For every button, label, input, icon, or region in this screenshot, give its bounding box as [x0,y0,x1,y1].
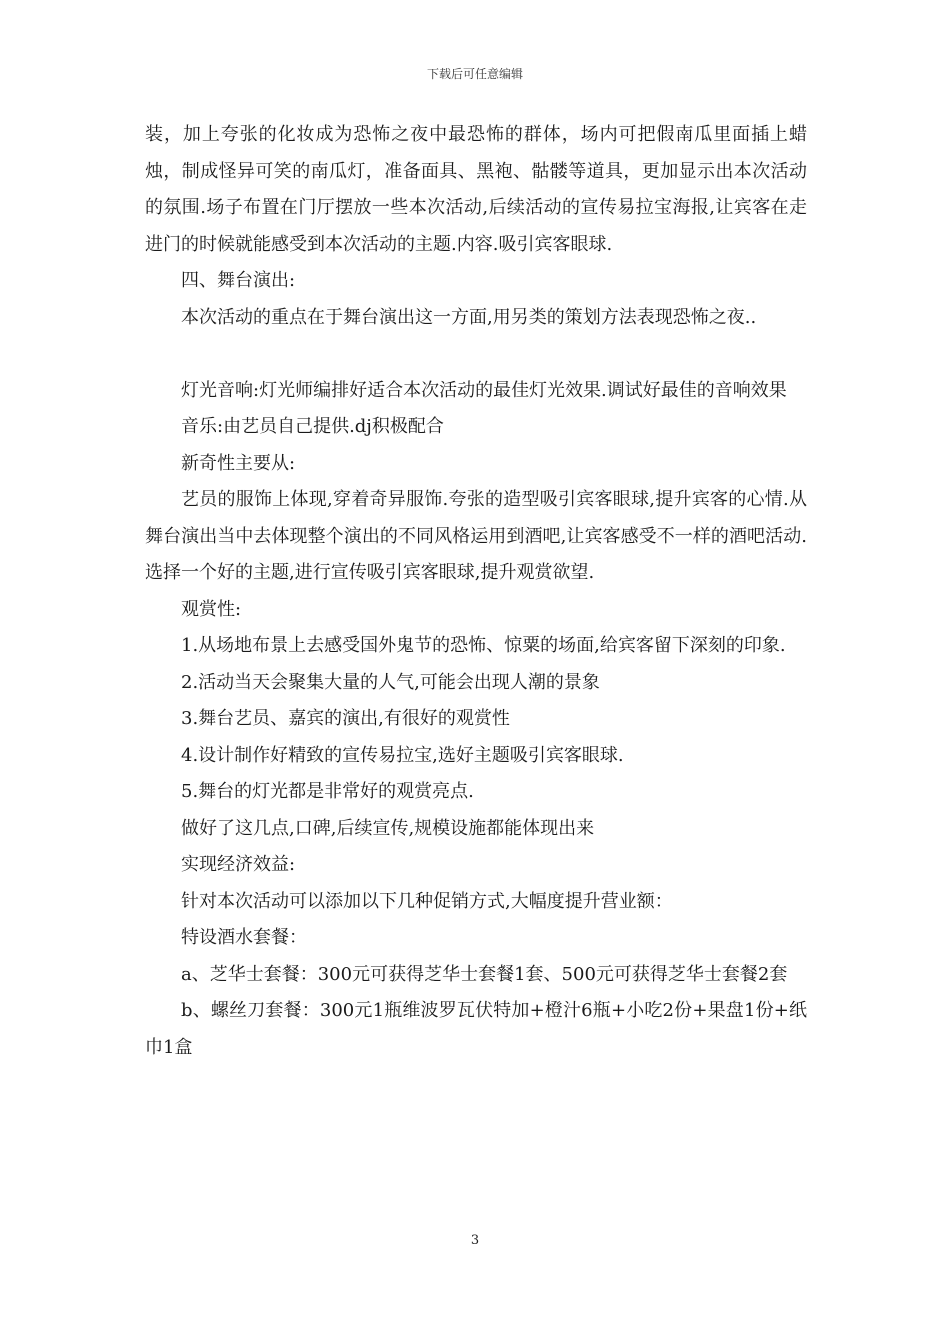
body-paragraph: 1.从场地布景上去感受国外鬼节的恐怖、惊粟的场面,给宾客留下深刻的印象. [181,635,786,656]
body-paragraph: 3.舞台艺员、嘉宾的演出,有很好的观赏性 [181,708,510,729]
body-paragraph: 新奇性主要从: [181,452,296,474]
body-paragraph: 5.舞台的灯光都是非常好的观赏亮点. [181,781,474,802]
document-body [145,117,807,1066]
body-paragraph: 装，加上夸张的化妆成为恐怖之夜中最恐怖的群体，场内可把假南瓜里面插上蜡烛，制成怪异可笑的南瓜灯，准备面具、黑袍、骷髅等道具，更加显示出本次活动的氛围.场子布置在门厅摆放一些本次活动,后续活动的宣传易拉宝海报,让宾客在走进门的时候就能感受到本次活动的主题.内容.吸引宾客眼球. [145,124,807,255]
body-paragraph: 针对本次活动可以添加以下几种促销方式,大幅度提升营业额： [181,890,673,912]
body-paragraph: 2.活动当天会聚集大量的人气,可能会出现人潮的景象 [181,671,600,693]
body-paragraph: 4.设计制作好精致的宣传易拉宝,选好主题吸引宾客眼球. [181,744,624,766]
page-number: 3 [470,1233,480,1248]
body-paragraph: 音乐:由艺员自己提供.dj积极配合 [181,416,444,437]
page-header: 下载后可任意编辑 [426,67,523,81]
body-paragraph: 做好了这几点,口碑,后续宣传,规模设施都能体现出来 [181,817,595,839]
body-paragraph: 艺员的服饰上体现,穿着奇异服饰.夸张的造型吸引宾客眼球,提升宾客的心情.从舞台演出当中去体现整个演出的不同风格运用到酒吧,让宾客感受不一样的酒吧活动.选择一个好的主题,进行宣传吸引宾客眼球,提升观赏欲望. [145,489,807,583]
body-paragraph: 灯光音响:灯光师编排好适合本次活动的最佳灯光效果.调试好最佳的音响效果 [181,379,787,401]
body-paragraph: 四、舞台演出: [181,270,296,291]
body-paragraph: 实现经济效益: [181,854,296,875]
body-paragraph: b、螺丝刀套餐：300元1瓶维波罗瓦伏特加+橙汁6瓶+小吃2份+果盘1份+纸巾1盒 [145,1000,807,1058]
body-paragraph: 观赏性: [181,598,242,620]
body-paragraph: a、芝华士套餐：300元可获得芝华士套餐1套、500元可获得芝华士套餐2套 [181,963,788,985]
body-paragraph: 特设酒水套餐： [181,927,307,948]
body-paragraph: 本次活动的重点在于舞台演出这一方面,用另类的策划方法表现恐怖之夜.. [181,306,757,328]
